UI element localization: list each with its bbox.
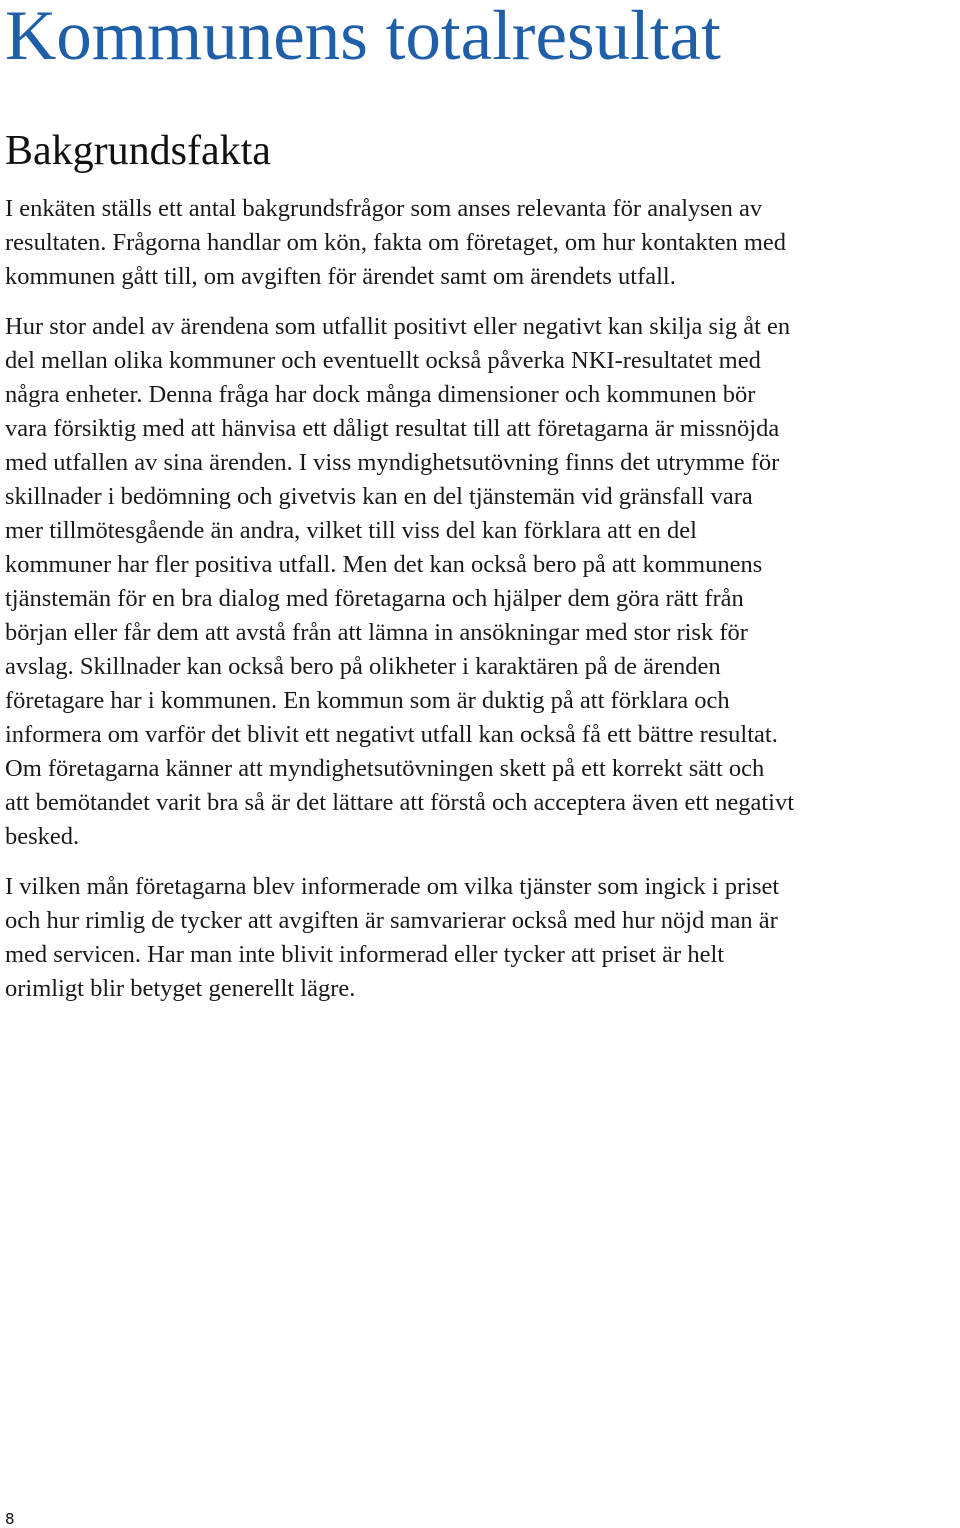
paragraph-line: Hur stor andel av ärendena som utfallit positivt eller negativt kan skilja sig åt en bbox=[5, 313, 791, 340]
paragraph-line: I vilken mån företagarna blev informerade om vilka tjänster som ingick i priset bbox=[5, 873, 780, 900]
paragraph-line: några enheter. Denna fråga har dock många dimensioner och kommunen bör bbox=[5, 381, 756, 408]
paragraph-line: tjänstemän för en bra dialog med företagarna och hjälper dem göra rätt från bbox=[5, 585, 744, 612]
paragraph-pricing bbox=[5, 870, 960, 1006]
paragraph-line: Om företagarna känner att myndighetsutövningen skett på ett korrekt sätt och bbox=[5, 755, 765, 782]
paragraph-line: resultaten. Frågorna handlar om kön, fakta om företaget, om hur kontakten med bbox=[5, 229, 787, 256]
paragraph-line: kommunen gått till, om avgiften för ärendet samt om ärendets utfall. bbox=[5, 263, 676, 290]
paragraph-line: att bemötandet varit bra så är det lättare att förstå och acceptera även ett negativt bbox=[5, 789, 795, 816]
paragraph-line: I enkäten ställs ett antal bakgrundsfrågor som anses relevanta för analysen av bbox=[5, 195, 763, 222]
paragraph-line: början eller får dem att avstå från att lämna in ansökningar med stor risk för bbox=[5, 619, 748, 646]
paragraph-outcome bbox=[5, 310, 960, 854]
page-number: 8 bbox=[5, 1510, 15, 1528]
paragraph-line: med utfallen av sina ärenden. I viss myndighetsutövning finns det utrymme för bbox=[5, 449, 780, 476]
paragraph-line: skillnader i bedömning och givetvis kan en del tjänstemän vid gränsfall vara bbox=[5, 483, 753, 510]
page-title: Kommunens totalresultat bbox=[5, 0, 721, 75]
paragraph-line: del mellan olika kommuner och eventuellt också påverka NKI-resultatet med bbox=[5, 347, 761, 374]
paragraph-line: vara försiktig med att hänvisa ett dåligt resultat till att företagarna är missnöjda bbox=[5, 415, 780, 442]
paragraph-line: mer tillmötesgående än andra, vilket till viss del kan förklara att en del bbox=[5, 517, 697, 544]
paragraph-line: besked. bbox=[5, 823, 80, 850]
paragraph-line: och hur rimlig de tycker att avgiften är samvarierar också med hur nöjd man är bbox=[5, 907, 778, 934]
section-heading: Bakgrundsfakta bbox=[5, 128, 271, 174]
paragraph-line: orimligt blir betyget generellt lägre. bbox=[5, 975, 356, 1002]
paragraph-line: företagare har i kommunen. En kommun som är duktig på att förklara och bbox=[5, 687, 730, 714]
paragraph-line: kommuner har fler positiva utfall. Men det kan också bero på att kommunens bbox=[5, 551, 763, 578]
paragraph-line: informera om varför det blivit ett negativt utfall kan också få ett bättre resultat. bbox=[5, 721, 778, 748]
paragraph-intro bbox=[5, 192, 960, 294]
paragraph-line: avslag. Skillnader kan också bero på olikheter i karaktären på de ärenden bbox=[5, 653, 721, 680]
paragraph-line: med servicen. Har man inte blivit informerad eller tycker att priset är helt bbox=[5, 941, 725, 968]
